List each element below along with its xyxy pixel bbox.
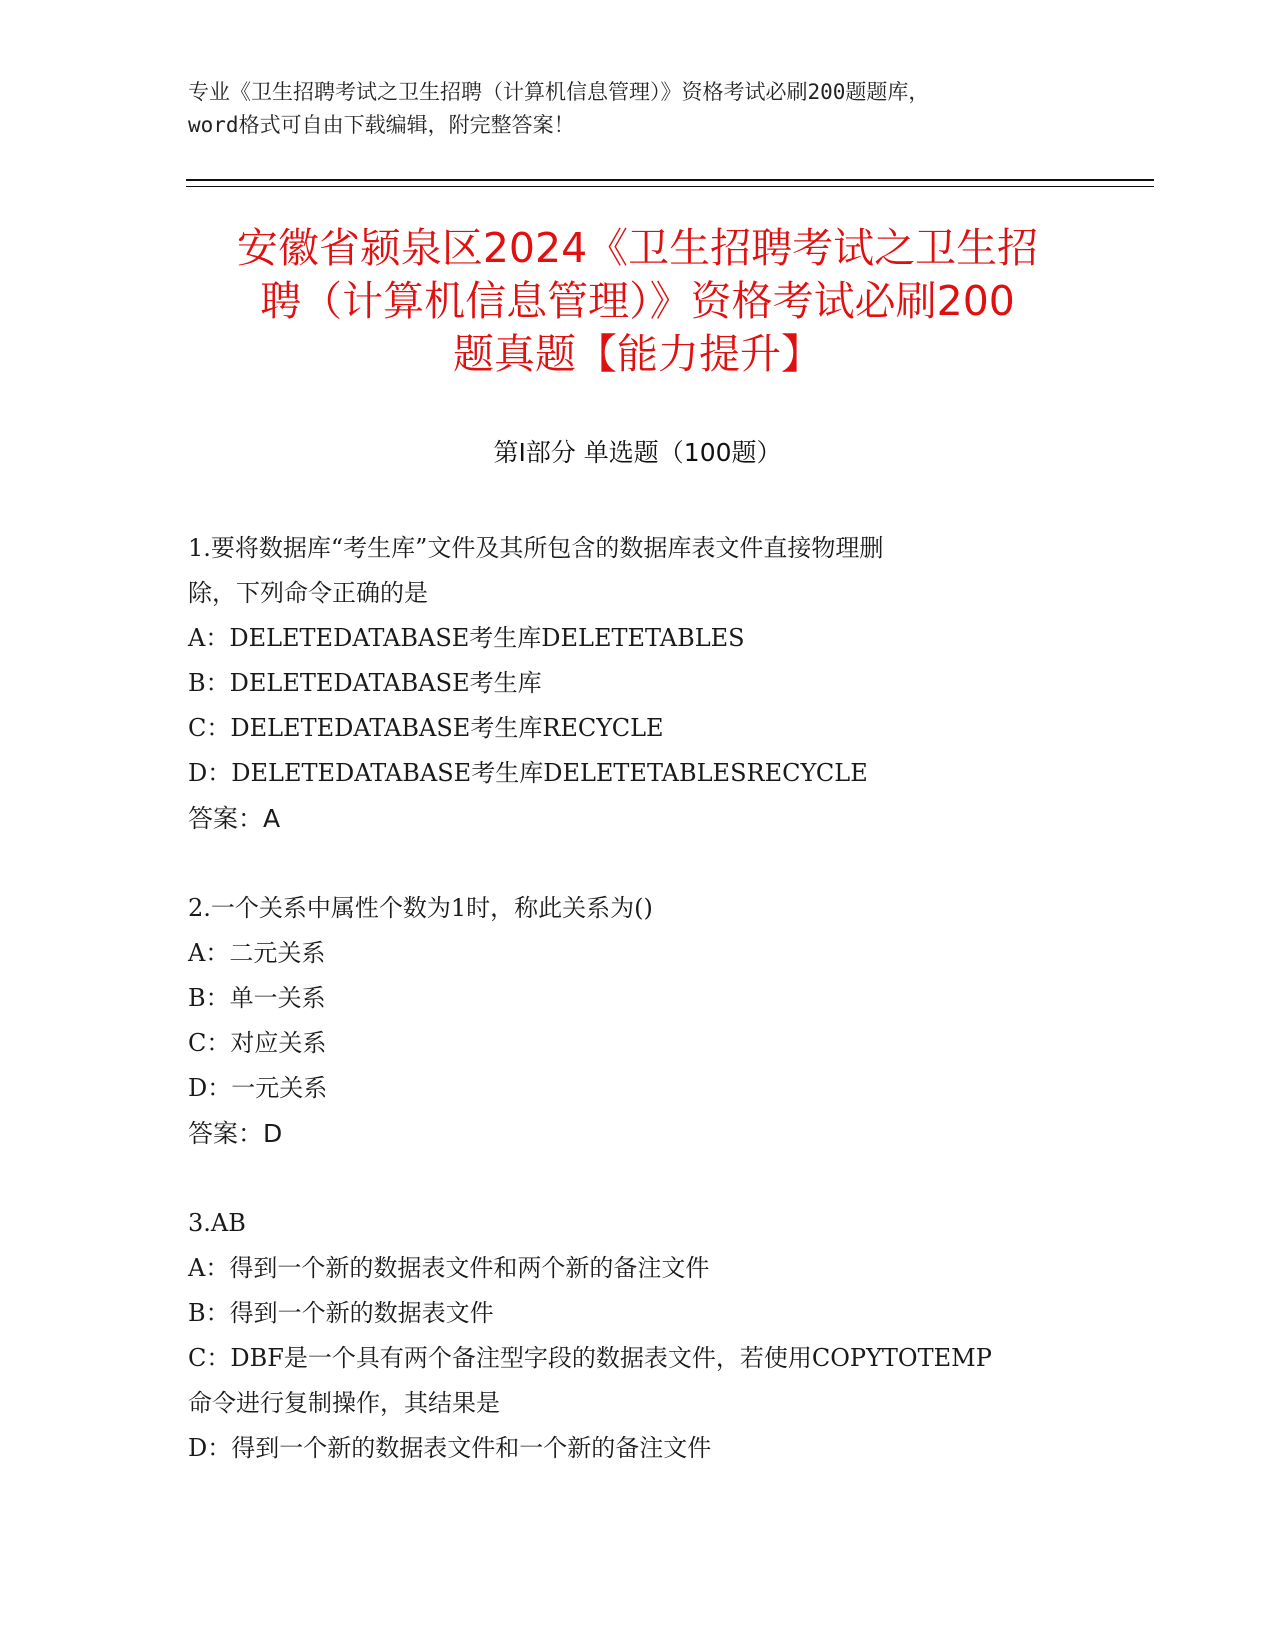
option-d: D：得到一个新的数据表文件和一个新的备注文件 <box>188 1434 712 1462</box>
question-stem: 3.AB <box>188 1209 246 1237</box>
header-line-1: 专业《卫生招聘考试之卫生招聘（计算机信息管理）》资格考试必刷200题题库， <box>188 80 930 104</box>
header-line-2: word格式可自由下载编辑，附完整答案！ <box>188 113 575 137</box>
question-list <box>188 526 1088 1516</box>
option-c: C：DBF是一个具有两个备注型字段的数据表文件，若使用COPYTOTEMP <box>188 1344 992 1372</box>
question-3 <box>188 1201 1088 1471</box>
title-line-2: 聘（计算机信息管理）》资格考试必刷200 <box>260 277 1015 325</box>
option-c: C：对应关系 <box>188 1029 327 1057</box>
question-1 <box>188 526 1088 841</box>
option-c-continued: 命令进行复制操作，其结果是 <box>188 1389 500 1417</box>
option-c: C：DELETEDATABASE考生库RECYCLE <box>188 714 664 742</box>
title-line-3: 题真题【能力提升】 <box>453 330 822 378</box>
option-a: A：得到一个新的数据表文件和两个新的备注文件 <box>188 1254 710 1282</box>
option-a: A：DELETEDATABASE考生库DELETETABLES <box>188 624 745 652</box>
option-d: D：一元关系 <box>188 1074 328 1102</box>
option-a: A：二元关系 <box>188 939 326 967</box>
document-title <box>160 222 1115 381</box>
title-line-1: 安徽省颍泉区2024《卫生招聘考试之卫生招 <box>236 224 1039 272</box>
answer: 答案：D <box>188 1119 283 1148</box>
option-d: D：DELETEDATABASE考生库DELETETABLESRECYCLE <box>188 759 868 787</box>
option-b: B：单一关系 <box>188 984 326 1012</box>
question-2 <box>188 886 1088 1156</box>
document-header <box>188 76 1108 142</box>
option-b: B：DELETEDATABASE考生库 <box>188 669 542 697</box>
header-rule-thick <box>186 179 1154 181</box>
question-stem: 除，下列命令正确的是 <box>188 579 428 607</box>
answer: 答案：A <box>188 804 281 833</box>
question-stem: 1.要将数据库“考生库”文件及其所包含的数据库表文件直接物理删 <box>188 534 884 562</box>
section-heading: 第Ⅰ部分 单选题（100题） <box>493 438 782 467</box>
question-stem: 2.一个关系中属性个数为1时，称此关系为() <box>188 894 653 922</box>
option-b: B：得到一个新的数据表文件 <box>188 1299 494 1327</box>
header-rule-thin <box>186 186 1154 187</box>
